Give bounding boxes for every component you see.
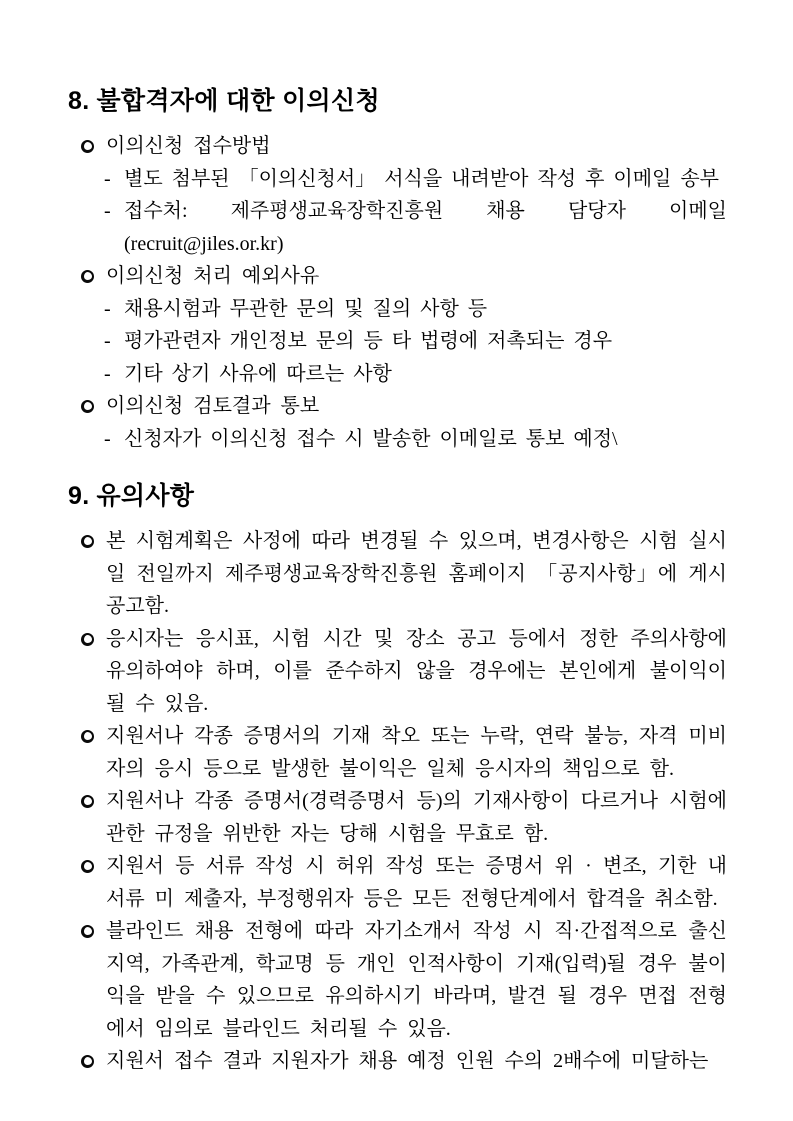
sub-item-text: 접수처: 제주평생교육장학진흥원 채용 담당자 이메일 (recruit@jiles.or.kr) (124, 200, 727, 255)
bullet-column (68, 850, 106, 873)
sub-list-item (68, 293, 727, 326)
item-text: 이의신청 검토결과 통보 (106, 395, 320, 417)
item-text: 이의신청 접수방법 (106, 135, 271, 157)
sub-item-text: 별도 첨부된 「이의신청서」 서식을 내려받아 작성 후 이메일 송부 (124, 167, 719, 190)
circle-bullet-icon (81, 535, 94, 548)
circle-bullet-icon (81, 730, 94, 743)
sub-list-item (68, 423, 727, 456)
dash-bullet: - (104, 167, 111, 190)
item-text: 지원서 접수 결과 지원자가 채용 예정 인원 수의 2배수에 미달하는 (106, 1050, 709, 1072)
dash-bullet: - (104, 200, 111, 222)
item-text: 본 시험계획은 사정에 따라 변경될 수 있으며, 변경사항은 시험 실시일 전일까지 제주평생교육장학진흥원 홈페이지 「공지사항」에 게시 공고함. (106, 530, 727, 617)
list-item (68, 850, 727, 915)
section-9-heading (68, 481, 727, 511)
list-item (68, 525, 727, 623)
bullet-column (68, 390, 106, 413)
list-item (68, 390, 727, 423)
circle-bullet-icon (81, 140, 94, 153)
item-text: 블라인드 채용 전형에 따라 자기소개서 작성 시 직·간접적으로 출신 지역, 가족관계, 학교명 등 개인 인적사항이 기재(입력)될 경우 불이익을 받을 수 있으므로 유의하시기 바라며, 발견 될 경우 면접 전형에서 임의로 블라인드 처리될 수 있음. (106, 920, 727, 1040)
bullet-column (68, 130, 106, 153)
item-text: 응시자는 응시표, 시험 시간 및 장소 공고 등에서 정한 주의사항에 유의하여야 하며, 이를 준수하지 않을 경우에는 본인에게 불이익이 될 수 있음. (106, 627, 727, 715)
item-text: 지원서나 각종 증명서(경력증명서 등)의 기재사항이 다르거나 시험에 관한 규정을 위반한 자는 당해 시험을 무효로 함. (106, 790, 727, 845)
sub-list-item (68, 325, 727, 358)
item-text: 이의신청 처리 예외사유 (106, 265, 320, 287)
sub-list-item (68, 358, 727, 391)
circle-bullet-icon (81, 795, 94, 808)
section-8-title: 불합격자에 대한 이의신청 (96, 87, 380, 115)
list-item (68, 720, 727, 785)
circle-bullet-icon (81, 925, 94, 938)
section-8-number: 8. (68, 87, 90, 115)
sub-list-item (68, 195, 727, 260)
circle-bullet-icon (81, 1055, 94, 1068)
list-item (68, 1045, 727, 1078)
circle-bullet-icon (81, 400, 94, 413)
dash-bullet: - (104, 362, 111, 385)
list-item (68, 260, 727, 293)
sub-item-text: 채용시험과 무관한 문의 및 질의 사항 등 (124, 297, 488, 320)
section-precautions (68, 481, 727, 1078)
sub-item-text: 기타 상기 사유에 따르는 사항 (124, 362, 392, 385)
list-item (68, 785, 727, 850)
document-content (68, 86, 727, 1078)
bullet-column (68, 623, 106, 646)
bullet-column (68, 525, 106, 548)
circle-bullet-icon (81, 270, 94, 283)
dash-bullet: - (104, 330, 111, 352)
bullet-column (68, 915, 106, 938)
circle-bullet-icon (81, 860, 94, 873)
dash-bullet: - (104, 427, 111, 450)
section-9-number: 9. (68, 482, 90, 510)
sub-list-item (68, 163, 727, 196)
item-text: 지원서나 각종 증명서의 기재 착오 또는 누락, 연락 불능, 자격 미비자의 응시 등으로 발생한 불이익은 일체 응시자의 책임으로 함. (106, 725, 727, 780)
bullet-column (68, 260, 106, 283)
section-8-heading (68, 86, 727, 116)
item-text: 지원서 등 서류 작성 시 허위 작성 또는 증명서 위 · 변조, 기한 내 서류 미 제출자, 부정행위자 등은 모든 전형단계에서 합격을 취소함. (106, 855, 727, 910)
circle-bullet-icon (81, 633, 94, 646)
list-item (68, 623, 727, 721)
list-item (68, 915, 727, 1045)
dash-bullet: - (104, 297, 111, 320)
section-appeal (68, 86, 727, 455)
bullet-column (68, 1045, 106, 1068)
bullet-column (68, 720, 106, 743)
section-9-title: 유의사항 (96, 482, 195, 510)
list-item (68, 130, 727, 163)
bullet-column (68, 785, 106, 808)
sub-item-text: 평가관련자 개인정보 문의 등 타 법령에 저촉되는 경우 (124, 330, 613, 352)
sub-item-text: 신청자가 이의신청 접수 시 발송한 이메일로 통보 예정\ (124, 427, 618, 450)
